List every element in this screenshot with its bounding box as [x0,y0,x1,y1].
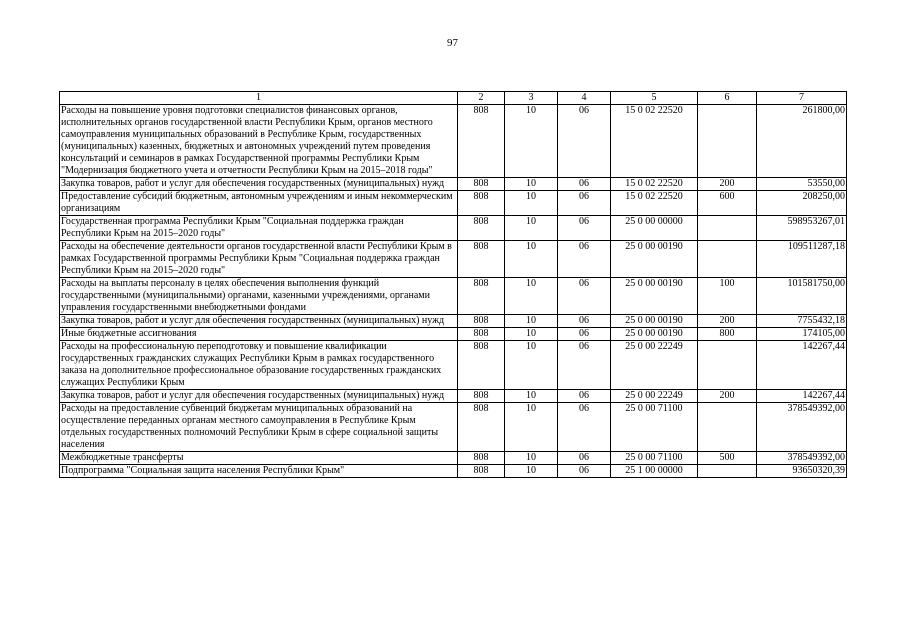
expense-name-cell: Расходы на предоставление субвенций бюджетам муниципальных образований на осуществление переданных органам местного самоуправления в Республике Крым отдельных государственных полномочий Республики Крым в сфере социальной защиты населения [60,403,458,452]
amount-cell: 378549392,00 [757,403,847,452]
table-body [60,105,847,478]
expense-name-cell: Предоставление субсидий бюджетным, автономным учреждениям и иным некоммерческим организациям [60,191,458,216]
section-code-cell: 10 [505,105,558,178]
target-article-cell: 25 0 00 00190 [611,278,698,315]
subsection-code-cell: 06 [558,278,611,315]
expense-name-cell: Закупка товаров, работ и услуг для обеспечения государственных (муниципальных) нужд [60,178,458,191]
section-code-cell: 10 [505,390,558,403]
target-article-cell: 15 0 02 22520 [611,191,698,216]
expense-name-cell: Закупка товаров, работ и услуг для обеспечения государственных (муниципальных) нужд [60,390,458,403]
ministry-code-cell: 808 [458,191,505,216]
section-code-cell: 10 [505,216,558,241]
target-article-cell: 25 0 00 00190 [611,315,698,328]
expense-type-cell [698,216,757,241]
expense-name-cell: Расходы на обеспечение деятельности органов государственной власти Республики Крым в рамках Государственной программы Республики Крым "Социальная поддержка граждан Республики Крым на 2015–2020 годы" [60,241,458,278]
subsection-code-cell: 06 [558,403,611,452]
amount-cell: 261800,00 [757,105,847,178]
ministry-code-cell: 808 [458,278,505,315]
target-article-cell: 25 0 00 71100 [611,452,698,465]
table-header-row [60,92,847,105]
amount-cell: 174105,00 [757,328,847,341]
expense-name-cell: Подпрограмма "Социальная защита населения Республики Крым" [60,465,458,478]
expense-type-cell: 200 [698,315,757,328]
expense-name-cell: Государственная программа Республики Крым "Социальная поддержка граждан Республики Крым на 2015–2020 годы" [60,216,458,241]
expense-type-cell: 800 [698,328,757,341]
expense-name-cell: Расходы на повышение уровня подготовки специалистов финансовых органов, исполнительных органов государственной власти Республики Крым, органов местного самоуправления муниципальных образований в Республике Крым, государственных (муниципальных) казенных, бюджетных и автономных учреждений путем проведения консультаций и семинаров в рамках Государственной программы Республики Крым "Модернизация бюджетного учета и отчетности Республики Крым на 2015–2018 годы" [60,105,458,178]
ministry-code-cell: 808 [458,328,505,341]
ministry-code-cell: 808 [458,390,505,403]
target-article-cell: 15 0 02 22520 [611,178,698,191]
subsection-code-cell: 06 [558,315,611,328]
ministry-code-cell: 808 [458,341,505,390]
ministry-code-cell: 808 [458,452,505,465]
table-row [60,328,847,341]
amount-cell: 142267,44 [757,390,847,403]
table-row [60,191,847,216]
subsection-code-cell: 06 [558,465,611,478]
ministry-code-cell: 808 [458,178,505,191]
section-code-cell: 10 [505,241,558,278]
amount-cell: 142267,44 [757,341,847,390]
subsection-code-cell: 06 [558,191,611,216]
amount-cell: 109511287,18 [757,241,847,278]
amount-cell: 378549392,00 [757,452,847,465]
subsection-code-cell: 06 [558,241,611,278]
section-code-cell: 10 [505,328,558,341]
subsection-code-cell: 06 [558,105,611,178]
target-article-cell: 25 0 00 71100 [611,403,698,452]
column-header: 1 [60,92,458,105]
expense-type-cell: 500 [698,452,757,465]
target-article-cell: 15 0 02 22520 [611,105,698,178]
section-code-cell: 10 [505,191,558,216]
ministry-code-cell: 808 [458,216,505,241]
target-article-cell: 25 0 00 00190 [611,328,698,341]
expense-type-cell [698,241,757,278]
table-row [60,178,847,191]
budget-table [59,91,847,478]
section-code-cell: 10 [505,315,558,328]
subsection-code-cell: 06 [558,328,611,341]
amount-cell: 93650320,39 [757,465,847,478]
amount-cell: 53550,00 [757,178,847,191]
target-article-cell: 25 1 00 00000 [611,465,698,478]
table-row [60,278,847,315]
section-code-cell: 10 [505,341,558,390]
subsection-code-cell: 06 [558,341,611,390]
amount-cell: 7755432,18 [757,315,847,328]
expense-type-cell [698,403,757,452]
ministry-code-cell: 808 [458,315,505,328]
expense-name-cell: Расходы на выплаты персоналу в целях обеспечения выполнения функций государственными (муниципальными) органами, казенными учреждениями, органами управления государственными внебюджетными фондами [60,278,458,315]
section-code-cell: 10 [505,178,558,191]
table-row [60,390,847,403]
section-code-cell: 10 [505,278,558,315]
ministry-code-cell: 808 [458,241,505,278]
expense-type-cell [698,341,757,390]
section-code-cell: 10 [505,465,558,478]
expense-type-cell: 200 [698,390,757,403]
subsection-code-cell: 06 [558,216,611,241]
expense-type-cell: 600 [698,191,757,216]
section-code-cell: 10 [505,452,558,465]
table-row [60,452,847,465]
table-row [60,105,847,178]
target-article-cell: 25 0 00 22249 [611,341,698,390]
target-article-cell: 25 0 00 00000 [611,216,698,241]
expense-type-cell: 100 [698,278,757,315]
target-article-cell: 25 0 00 00190 [611,241,698,278]
column-header: 2 [458,92,505,105]
column-header: 5 [611,92,698,105]
table-row [60,465,847,478]
section-code-cell: 10 [505,403,558,452]
column-header: 6 [698,92,757,105]
column-header: 7 [757,92,847,105]
expense-name-cell: Расходы на профессиональную переподготовку и повышение квалификации государственных гражданских служащих Республики Крым в рамках государственного заказа на дополнительное профессиональное образование государственных гражданских служащих Республики Крым [60,341,458,390]
expense-name-cell: Иные бюджетные ассигнования [60,328,458,341]
amount-cell: 101581750,00 [757,278,847,315]
ministry-code-cell: 808 [458,403,505,452]
column-header: 4 [558,92,611,105]
table-row [60,241,847,278]
expense-type-cell [698,105,757,178]
table-row [60,315,847,328]
ministry-code-cell: 808 [458,105,505,178]
expense-name-cell: Межбюджетные трансферты [60,452,458,465]
target-article-cell: 25 0 00 22249 [611,390,698,403]
subsection-code-cell: 06 [558,390,611,403]
ministry-code-cell: 808 [458,465,505,478]
table-row [60,403,847,452]
amount-cell: 208250,00 [757,191,847,216]
column-header: 3 [505,92,558,105]
table-row [60,216,847,241]
expense-type-cell: 200 [698,178,757,191]
expense-type-cell [698,465,757,478]
amount-cell: 598953267,01 [757,216,847,241]
page-number: 97 [447,37,458,49]
subsection-code-cell: 06 [558,178,611,191]
subsection-code-cell: 06 [558,452,611,465]
table-row [60,341,847,390]
expense-name-cell: Закупка товаров, работ и услуг для обеспечения государственных (муниципальных) нужд [60,315,458,328]
